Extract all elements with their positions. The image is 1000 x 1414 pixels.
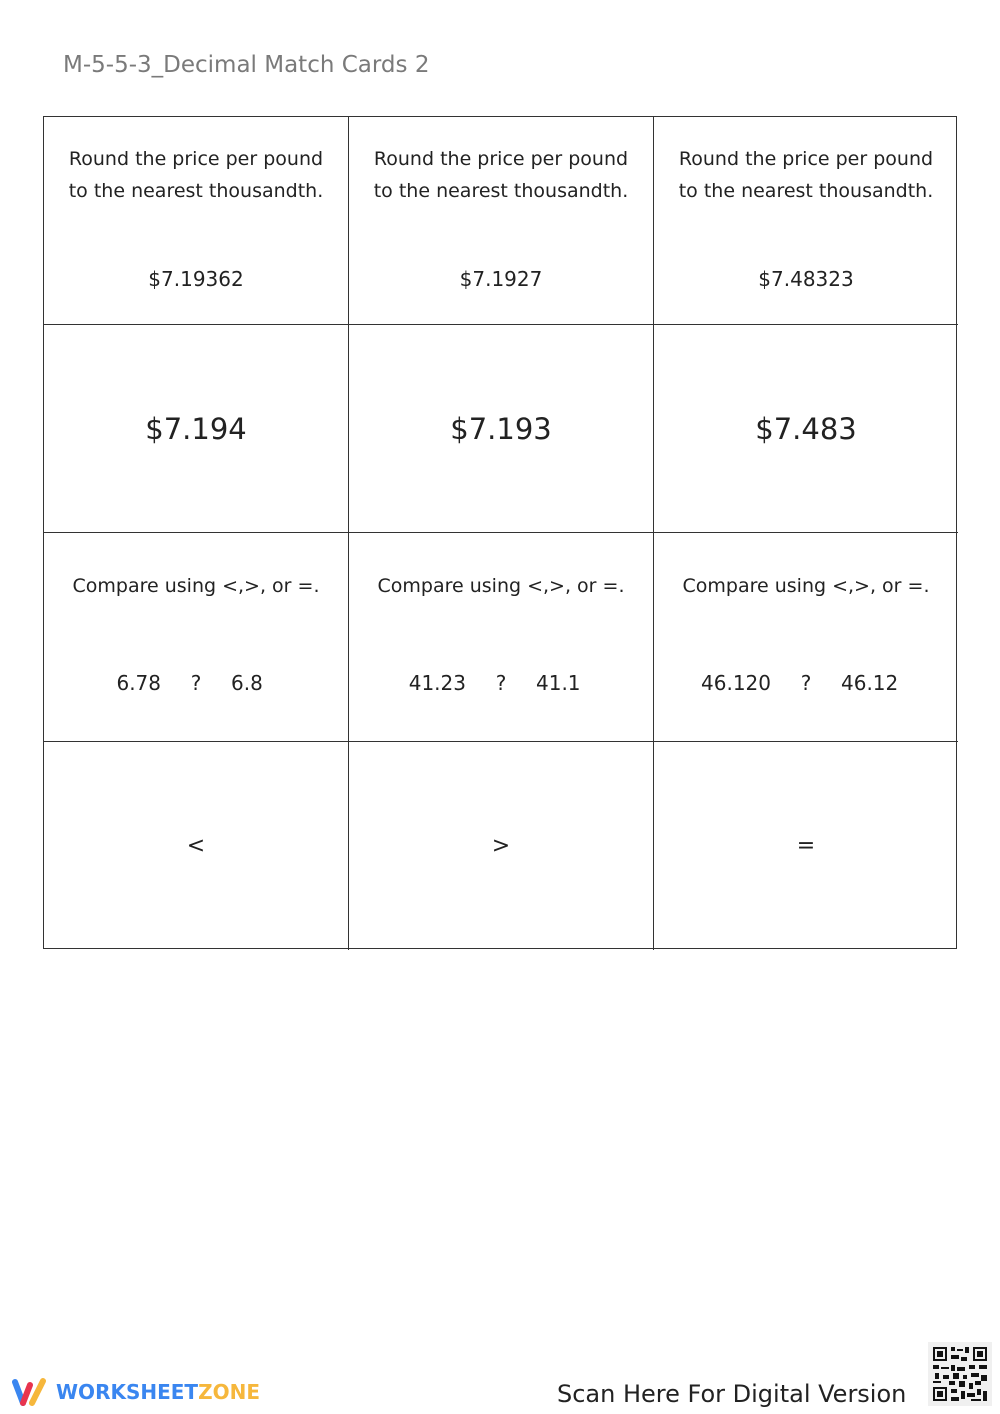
worksheet-zone-logo-icon — [10, 1376, 50, 1408]
comparison-symbol: > — [491, 833, 511, 859]
card-compare-answer — [349, 742, 654, 950]
prompt-line-2: to the nearest thousandth. — [68, 180, 324, 202]
prompt-line-1: Round the price per pound — [68, 148, 324, 170]
rounded-answer: $7.194 — [145, 411, 247, 446]
card-round-answer — [654, 325, 958, 533]
rounded-answer: $7.483 — [755, 411, 857, 446]
card-compare-answer — [654, 742, 958, 950]
rounded-answer: $7.193 — [450, 411, 552, 446]
qr-code-graphic — [931, 1345, 989, 1403]
comparison-placeholder: ? — [495, 671, 507, 695]
card-compare-question — [44, 533, 349, 742]
comparison-placeholder: ? — [800, 671, 812, 695]
comparison-symbol: < — [186, 833, 206, 859]
card-round-answer — [349, 325, 654, 533]
card-prompt — [44, 143, 348, 207]
card-round-question — [349, 117, 654, 325]
card-compare-answer — [44, 742, 349, 950]
compare-prompt: Compare using <,>, or =. — [682, 575, 930, 597]
compare-expression — [44, 671, 348, 695]
logo-wordmark — [56, 1380, 260, 1404]
worksheet-zone-logo — [10, 1376, 260, 1408]
card-round-question — [654, 117, 958, 325]
compare-expression — [349, 671, 653, 695]
card-prompt — [349, 143, 653, 207]
compare-prompt: Compare using <,>, or =. — [377, 575, 625, 597]
logo-word-worksheet: WORKSHEET — [56, 1380, 199, 1404]
card-round-answer — [44, 325, 349, 533]
right-number: 41.1 — [536, 671, 581, 695]
document-title: M-5-5-3_Decimal Match Cards 2 — [63, 52, 430, 78]
card-compare-question — [349, 533, 654, 742]
right-number: 6.8 — [231, 671, 263, 695]
prompt-line-2: to the nearest thousandth. — [373, 180, 629, 202]
compare-prompt: Compare using <,>, or =. — [72, 575, 320, 597]
prompt-line-1: Round the price per pound — [678, 148, 934, 170]
card-prompt — [654, 143, 958, 207]
card-round-question — [44, 117, 349, 325]
card-compare-question — [654, 533, 958, 742]
right-number: 46.12 — [841, 671, 899, 695]
price-value: $7.1927 — [459, 267, 543, 291]
prompt-line-1: Round the price per pound — [373, 148, 629, 170]
match-cards-grid — [43, 116, 957, 949]
left-number: 46.120 — [701, 671, 771, 695]
compare-expression — [654, 671, 958, 695]
price-value: $7.48323 — [758, 267, 854, 291]
comparison-placeholder: ? — [190, 671, 202, 695]
prompt-line-2: to the nearest thousandth. — [678, 180, 934, 202]
logo-word-zone: ZONE — [198, 1380, 260, 1404]
comparison-symbol: = — [796, 833, 816, 859]
price-value: $7.19362 — [148, 267, 244, 291]
left-number: 41.23 — [408, 671, 466, 695]
scan-label: Scan Here For Digital Version — [557, 1380, 907, 1408]
qr-code-icon[interactable] — [928, 1342, 992, 1406]
left-number: 6.78 — [116, 671, 161, 695]
